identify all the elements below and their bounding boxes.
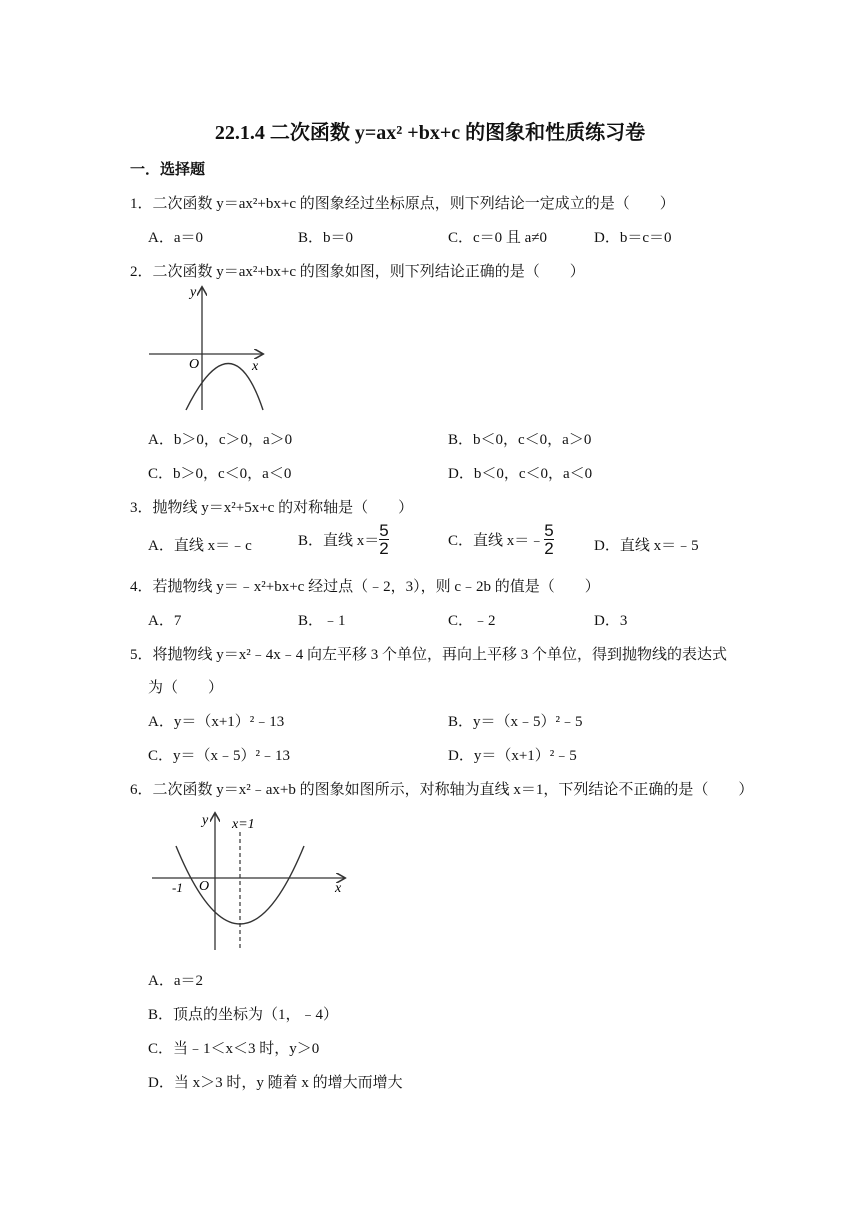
question-number: 3． — [130, 500, 153, 516]
q5-option-d: D．y＝（x+1）²﹣5 — [448, 748, 577, 764]
q4-option-c: C．﹣2 — [448, 613, 496, 629]
question-stem: 抛物线 y＝x²+5x+c 的对称轴是（ ） — [152, 500, 414, 516]
question-number: 5． — [130, 647, 153, 663]
question-number: 1． — [130, 196, 153, 212]
q6-option-b: B．顶点的坐标为（1，﹣4） — [148, 1007, 339, 1023]
fraction: $\frac{5}{2}$ — [544, 521, 554, 558]
q1-option-c: C．c＝0 且 a≠0 — [448, 230, 548, 246]
y-label: y — [202, 813, 209, 828]
q3-option-c: C．直线 x＝﹣ $\frac{5}{2}$ — [448, 521, 554, 558]
q1-option-a: A．a＝0 — [148, 230, 203, 246]
question-number: 4． — [130, 579, 153, 595]
origin-label: O — [199, 879, 210, 894]
question-stem: 二次函数 y＝ax²+bx+c 的图象经过坐标原点，则下列结论一定成立的是（ ） — [152, 196, 675, 212]
x-label: x — [335, 881, 342, 896]
q3-option-b: B．直线 x＝ $\frac{5}{2}$ — [298, 521, 389, 558]
question-3 — [130, 496, 413, 517]
y-label: y — [190, 285, 197, 300]
q3-option-a: A．直线 x＝﹣c — [148, 538, 252, 554]
question-stem: 二次函数 y＝ax²+bx+c 的图象如图，则下列结论正确的是（ ） — [152, 264, 585, 280]
q2-option-d: D．b＜0，c＜0，a＜0 — [448, 466, 593, 482]
minus-one-label: -1 — [172, 880, 183, 895]
q6-parabola-figure — [148, 808, 358, 954]
question-4 — [130, 575, 600, 596]
q4-option-b: B．﹣1 — [298, 613, 346, 629]
q3-option-d: D．直线 x＝﹣5 — [594, 538, 699, 554]
question-2 — [130, 260, 585, 281]
question-number: 2． — [130, 264, 153, 280]
question-5 — [130, 643, 727, 664]
q1-option-d: D．b＝c＝0 — [594, 230, 672, 246]
x-label: x — [252, 359, 259, 374]
question-number: 6． — [130, 782, 153, 798]
q5-option-c: C．y＝（x﹣5）²﹣13 — [148, 748, 291, 764]
section-heading: 一．选择题 — [130, 162, 206, 178]
question-stem: 将抛物线 y＝x²﹣4x﹣4 向左平移 3 个单位，再向上平移 3 个单位，得到抛物线的表达式 — [152, 647, 728, 663]
q6-option-c: C．当﹣1＜x＜3 时，y＞0 — [148, 1041, 320, 1057]
q5-option-b: B．y＝（x﹣5）²﹣5 — [448, 714, 583, 730]
question-1 — [130, 192, 675, 213]
q5-option-a: A．y＝（x+1）²﹣13 — [148, 714, 285, 730]
q6-option-d: D．当 x＞3 时，y 随着 x 的增大而增大 — [148, 1075, 403, 1091]
question-6 — [130, 778, 753, 799]
axis-label: x=1 — [232, 817, 255, 832]
q1-option-b: B．b＝0 — [298, 230, 354, 246]
q2-option-c: C．b＞0，c＜0，a＜0 — [148, 466, 292, 482]
question-stem: 若抛物线 y＝﹣x²+bx+c 经过点（﹣2，3），则 c﹣2b 的值是（ ） — [152, 579, 600, 595]
q2-option-b: B．b＜0，c＜0，a＞0 — [448, 432, 592, 448]
q2-option-a: A．b＞0，c＞0，a＞0 — [148, 432, 293, 448]
q4-option-d: D．3 — [594, 613, 628, 629]
q6-option-a: A．a＝2 — [148, 973, 203, 989]
origin-label: O — [189, 357, 200, 372]
q2-parabola-figure — [144, 282, 270, 414]
q4-option-a: A．7 — [148, 613, 182, 629]
question-5-continued: 为（ ） — [148, 680, 224, 696]
fraction: $\frac{5}{2}$ — [379, 521, 389, 558]
page-title: 22.1.4 二次函数 y=ax² +bx+c 的图象和性质练习卷 — [214, 122, 646, 144]
question-stem: 二次函数 y＝x²﹣ax+b 的图象如图所示，对称轴为直线 x＝1，下列结论不正确的是（ ） — [152, 782, 754, 798]
